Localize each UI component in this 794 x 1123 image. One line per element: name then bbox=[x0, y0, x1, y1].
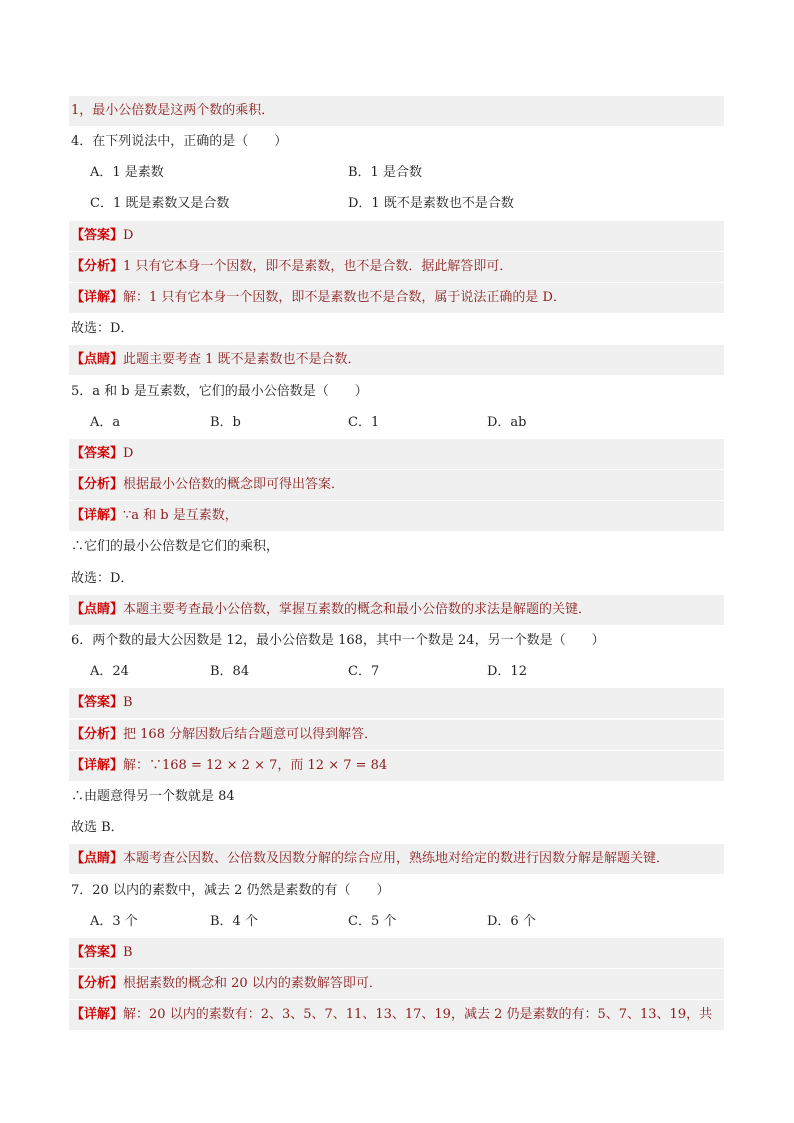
document-line bbox=[69, 501, 724, 531]
answer-option: C．1 既是素数又是合数 bbox=[90, 196, 230, 211]
document-line bbox=[69, 876, 724, 906]
line-text: 6．两个数的最大公因数是 12，最小公倍数是 168，其中一个数是 24，另一个数是（ ） bbox=[71, 633, 605, 648]
line-text: ∵a 和 b 是互素数， bbox=[123, 508, 238, 523]
line-text: 解：∵168 = 12 × 2 × 7，而 12 × 7 = 84 bbox=[123, 758, 388, 773]
line-text: 根据最小公倍数的概念即可得出答案． bbox=[123, 477, 345, 492]
document-line bbox=[69, 314, 724, 344]
answer-option: A．a bbox=[90, 415, 121, 430]
answer-option: C．1 bbox=[348, 415, 380, 430]
line-text: D bbox=[123, 446, 134, 461]
line-text: 把 168 分解因数后结合题意可以得到解答． bbox=[123, 727, 378, 742]
document-line bbox=[69, 283, 724, 313]
line-text: 本题考查公因数、公倍数及因数分解的综合应用，熟练地对给定的数进行因数分解是解题关键． bbox=[123, 851, 670, 866]
line-text: 4．在下列说法中，正确的是（ ） bbox=[71, 134, 288, 149]
document-line bbox=[69, 252, 724, 282]
answer-option: A．3 个 bbox=[90, 914, 138, 929]
section-tag: 【分析】 bbox=[71, 976, 124, 991]
answer-option: D．12 bbox=[487, 664, 527, 679]
answer-option: A．24 bbox=[90, 664, 129, 679]
line-text: D bbox=[123, 228, 134, 243]
document-line bbox=[69, 345, 724, 375]
line-text: B bbox=[123, 695, 133, 710]
document-line bbox=[69, 969, 724, 999]
document-line bbox=[69, 439, 724, 469]
line-text: 此题主要考查 1 既不是素数也不是合数． bbox=[123, 352, 361, 367]
answer-option: B．84 bbox=[210, 664, 250, 679]
document-line bbox=[69, 377, 724, 407]
document-line bbox=[69, 127, 724, 157]
line-text: 5．a 和 b 是互素数，它们的最小公倍数是（ ） bbox=[71, 384, 368, 399]
document-line bbox=[69, 96, 724, 126]
answer-option: B．1 是合数 bbox=[348, 165, 422, 180]
document-line bbox=[69, 938, 724, 968]
answer-option: C．7 bbox=[348, 664, 380, 679]
answer-option: A．1 是素数 bbox=[90, 165, 164, 180]
line-text: 1 只有它本身一个因数，即不是素数，也不是合数．据此解答即可． bbox=[123, 259, 513, 274]
document-line bbox=[69, 564, 724, 594]
document-line bbox=[69, 595, 724, 625]
section-tag: 【分析】 bbox=[71, 727, 124, 742]
document-line bbox=[69, 813, 724, 843]
line-text: 故选：D． bbox=[71, 571, 134, 586]
section-tag: 【答案】 bbox=[71, 945, 124, 960]
section-tag: 【详解】 bbox=[71, 1007, 124, 1022]
document-line bbox=[69, 782, 724, 812]
line-text: 本题主要考查最小公倍数，掌握互素数的概念和最小公倍数的求法是解题的关键． bbox=[123, 602, 592, 617]
document-line bbox=[69, 221, 724, 251]
line-text: 故选 B． bbox=[71, 820, 124, 835]
document-line bbox=[69, 720, 724, 750]
line-text: 故选：D． bbox=[71, 321, 134, 336]
answer-option: B．4 个 bbox=[210, 914, 258, 929]
section-tag: 【答案】 bbox=[71, 228, 124, 243]
section-tag: 【详解】 bbox=[71, 290, 124, 305]
answer-option: D．ab bbox=[487, 415, 527, 430]
line-text: 解：1 只有它本身一个因数，即不是素数也不是合数，属于说法正确的是 D． bbox=[123, 290, 566, 305]
section-tag: 【详解】 bbox=[71, 508, 124, 523]
answer-option: B．b bbox=[210, 415, 241, 430]
line-text: 7．20 以内的素数中，减去 2 仍然是素数的有（ ） bbox=[71, 883, 390, 898]
section-tag: 【点睛】 bbox=[71, 602, 124, 617]
section-tag: 【分析】 bbox=[71, 259, 124, 274]
line-text: 根据素数的概念和 20 以内的素数解答即可． bbox=[123, 976, 382, 991]
section-tag: 【答案】 bbox=[71, 446, 124, 461]
line-text: B bbox=[123, 945, 133, 960]
line-text: 解：20 以内的素数有：2、3、5、7、11、13、17、19，减去 2 仍是素数的有：5、7、13、19，共 bbox=[123, 1007, 713, 1022]
section-tag: 【点睛】 bbox=[71, 851, 124, 866]
answer-option: D．6 个 bbox=[487, 914, 536, 929]
line-text: ∴由题意得另一个数就是 84 bbox=[71, 789, 235, 804]
answer-option: C．5 个 bbox=[348, 914, 397, 929]
section-tag: 【详解】 bbox=[71, 758, 124, 773]
document-line bbox=[69, 844, 724, 874]
document-line bbox=[69, 688, 724, 718]
document-line bbox=[69, 470, 724, 500]
document-line bbox=[69, 532, 724, 562]
document-line bbox=[69, 751, 724, 781]
answer-option: D．1 既不是素数也不是合数 bbox=[348, 196, 514, 211]
line-text: 1，最小公倍数是这两个数的乘积． bbox=[71, 103, 275, 118]
section-tag: 【点睛】 bbox=[71, 352, 124, 367]
section-tag: 【分析】 bbox=[71, 477, 124, 492]
document-line bbox=[69, 626, 724, 656]
document-line bbox=[69, 1000, 724, 1030]
line-text: ∴它们的最小公倍数是它们的乘积， bbox=[71, 539, 280, 554]
section-tag: 【答案】 bbox=[71, 695, 124, 710]
